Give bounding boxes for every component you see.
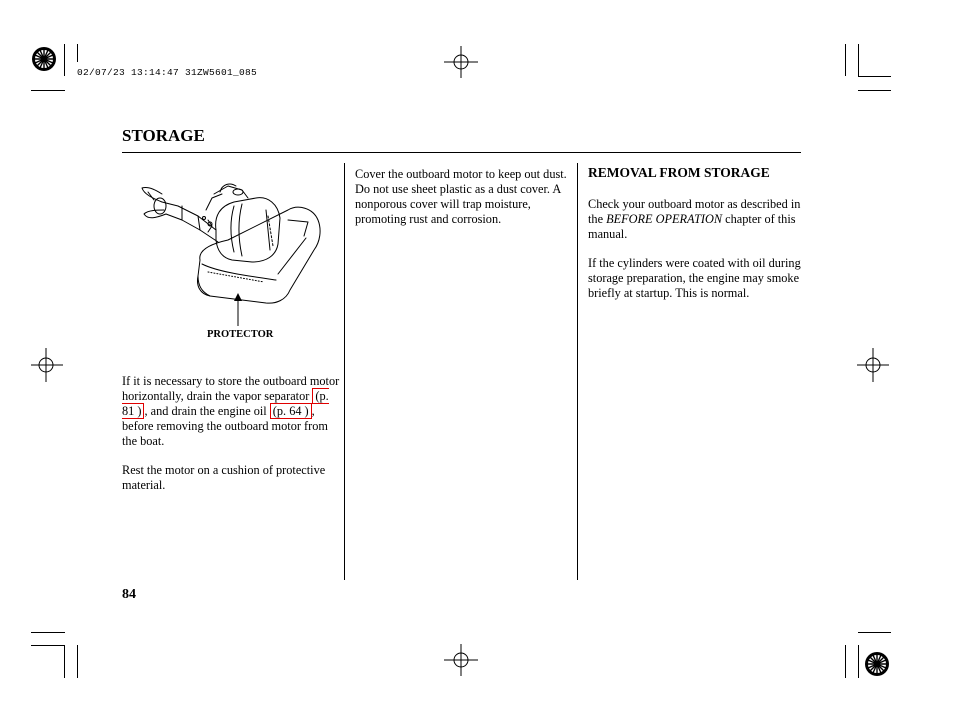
outboard-motor-illustration (138, 180, 328, 326)
trim-mark (845, 645, 846, 678)
trim-mark (858, 44, 859, 76)
trim-mark (845, 44, 846, 76)
trim-mark (858, 632, 891, 633)
registration-starburst-icon (31, 46, 57, 72)
page-number: 84 (122, 587, 136, 602)
chapter-reference: BEFORE OPERATION (606, 212, 723, 226)
registration-crosshair-icon (444, 644, 478, 676)
page-ref-link[interactable]: (p. 64 ) (270, 403, 312, 419)
trim-mark (77, 645, 78, 678)
registration-crosshair-icon (31, 348, 63, 382)
registration-starburst-icon (864, 651, 890, 677)
column-divider (577, 163, 578, 580)
protector-label: PROTECTOR (207, 329, 274, 340)
smoke-note-paragraph: If the cylinders were coated with oil during storage preparation, the engine may smoke briefly at startup. This is normal. (588, 256, 801, 300)
section-heading: REMOVAL FROM STORAGE (588, 165, 770, 180)
page-ref-link[interactable]: (p. 81 ) (122, 389, 329, 418)
registration-crosshair-icon (444, 46, 478, 78)
check-motor-paragraph: Check your outboard motor as described in the BEFORE OPERATION chapter of this manual. (588, 197, 801, 241)
trim-mark (858, 90, 891, 91)
trim-mark (31, 632, 65, 633)
trim-mark (64, 645, 65, 678)
column-divider (344, 163, 345, 580)
trim-mark (77, 44, 78, 62)
registration-crosshair-icon (857, 348, 889, 382)
cushion-paragraph: Rest the motor on a cushion of protective material. (122, 463, 326, 492)
horizontal-storage-paragraph: If it is necessary to store the outboard motor horizontally, drain the vapor separator (p. 81 ) , and drain the engine oil (p. 64 ) , before removing the outboard motor from the boat. (122, 374, 340, 448)
trim-mark (858, 645, 859, 678)
trim-mark (31, 645, 65, 646)
dust-cover-paragraph: Cover the outboard motor to keep out dust. Do not use sheet plastic as a dust cover. A nonporous cover will trap moisture, promoting rust and corrosion. (355, 167, 567, 226)
trim-mark (31, 90, 65, 91)
print-stamp: 02/07/23 13:14:47 31ZW5601_085 (77, 67, 258, 78)
trim-mark (64, 44, 65, 76)
title-rule (122, 152, 801, 153)
trim-mark (858, 76, 891, 77)
page-title: STORAGE (122, 126, 205, 145)
